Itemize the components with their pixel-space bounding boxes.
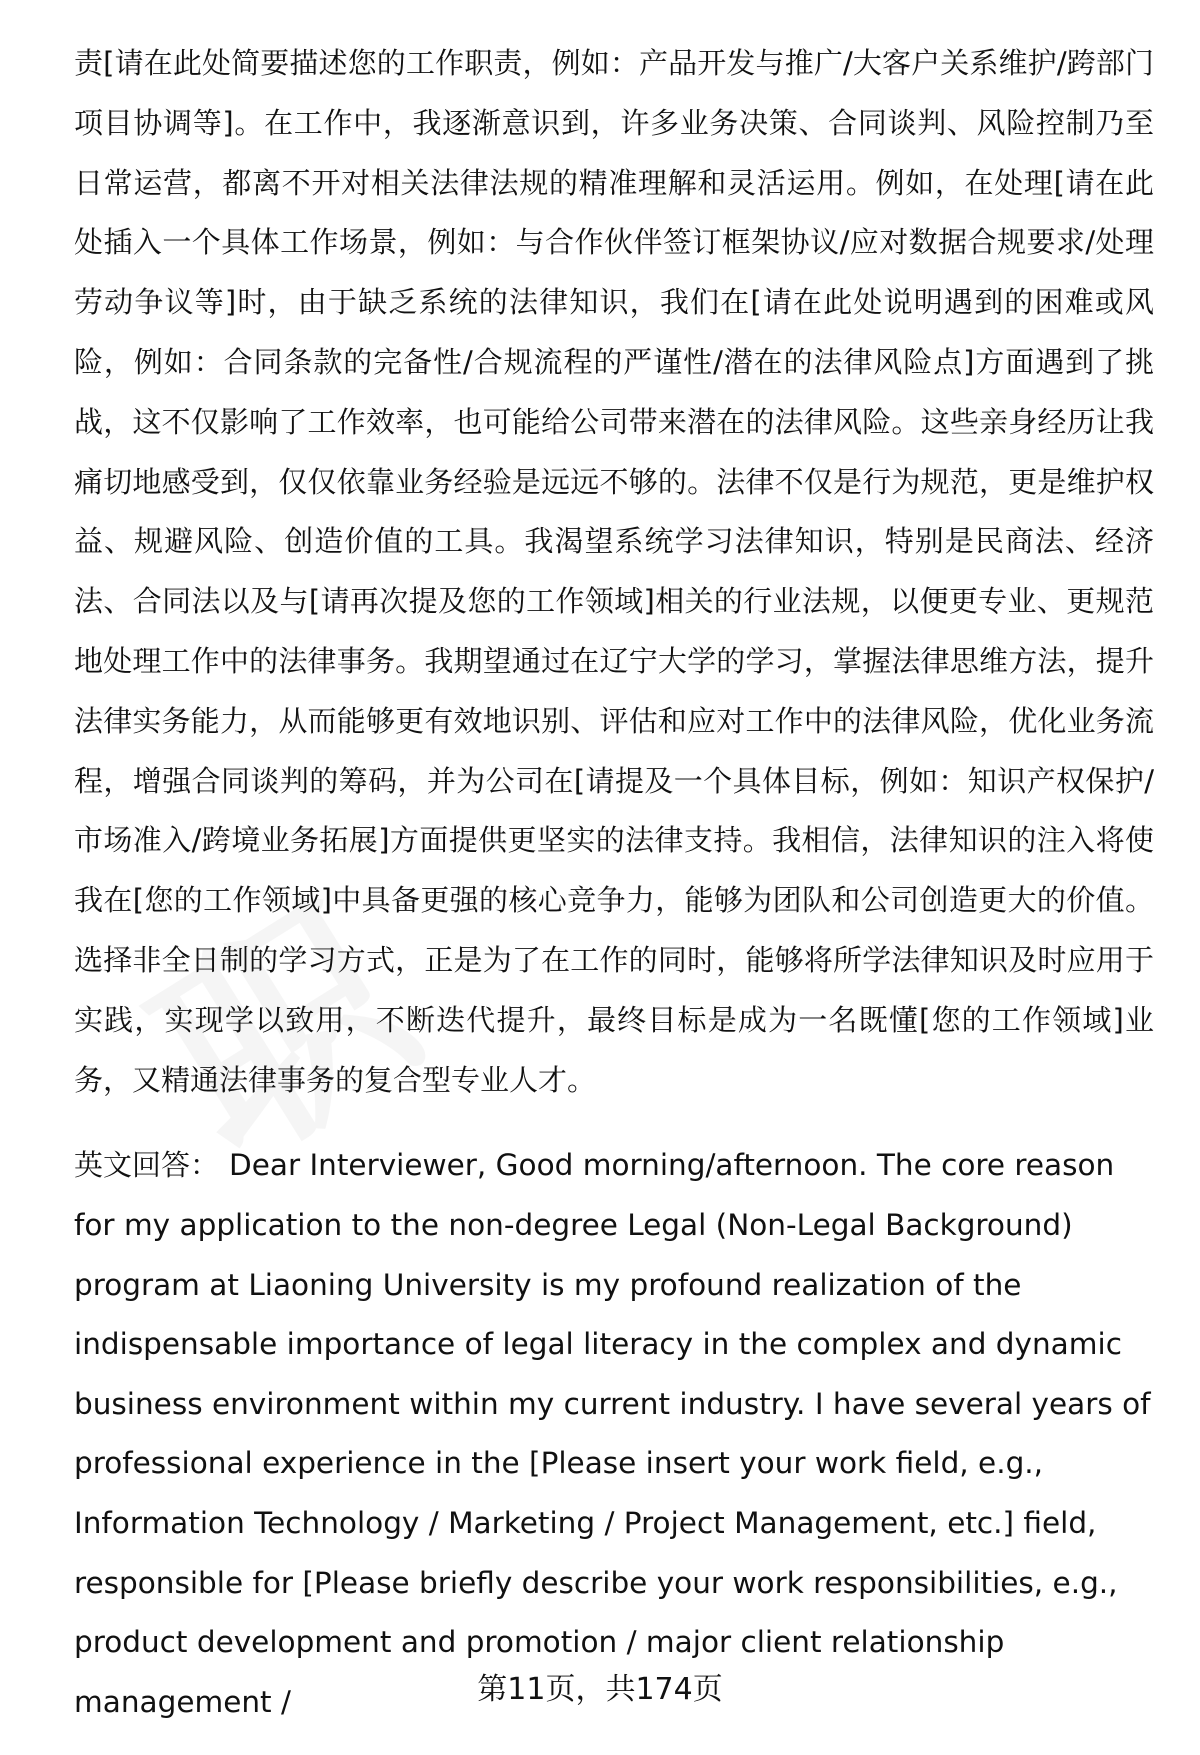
english-answer-paragraph bbox=[74, 1136, 1154, 1732]
page-number-footer: 第11页，共174页 bbox=[477, 1672, 723, 1707]
page-content bbox=[74, 34, 1154, 1732]
chinese-answer-paragraph: 责[请在此处简要描述您的工作职责，例如：产品开发与推广/大客户关系维护/跨部门项目协调等]。在工作中，我逐渐意识到，许多业务决策、合同谈判、风险控制乃至日常运营，都离不开对相关法律法规的精准理解和灵活运用。例如，在处理[请在此处插入一个具体工作场景，例如：与合作伙伴签订框架协议/应对数据合规要求/处理劳动争议等]时，由于缺乏系统的法律知识，我们在[请在此处说明遇到的困难或风险，例如：合同条款的完备性/合规流程的严谨性/潜在的法律风险点]方面遇到了挑战，这不仅影响了工作效率，也可能给公司带来潜在的法律风险。这些亲身经历让我痛切地感受到，仅仅依靠业务经验是远远不够的。法律不仅是行为规范，更是维护权益、规避风险、创造价值的工具。我渴望系统学习法律知识，特别是民商法、经济法、合同法以及与[请再次提及您的工作领域]相关的行业法规，以便更专业、更规范地处理工作中的法律事务。我期望通过在辽宁大学的学习，掌握法律思维方法，提升法律实务能力，从而能够更有效地识别、评估和应对工作中的法律风险，优化业务流程，增强合同谈判的筹码，并为公司在[请提及一个具体目标，例如：知识产权保护/市场准入/跨境业务拓展]方面提供更坚实的法律支持。我相信，法律知识的注入将使我在[您的工作领域]中具备更强的核心竞争力，能够为团队和公司创造更大的价值。选择非全日制的学习方式，正是为了在工作的同时，能够将所学法律知识及时应用于实践，实现学以致用，不断迭代提升，最终目标是成为一名既懂[您的工作领域]业务，又精通法律事务的复合型专业人才。 bbox=[74, 46, 1154, 1097]
english-answer-text: Dear Interviewer, Good morning/afternoon. The core reason for my application to the non-degree Legal (Non-Legal Background) program at Liaoning University is my profound realization of the indispensable importance of legal literacy in the complex and dynamic business environment within my current industry. I have several years of professional experience in the [Please insert your work field, e.g., Information Technology / Marketing / Project Management, etc.] field, responsible for [Please briefly describe your work responsibilities, e.g., product development and promotion / major client relationship management / bbox=[74, 1148, 1151, 1719]
english-answer-label: 英文回答： bbox=[74, 1148, 220, 1183]
